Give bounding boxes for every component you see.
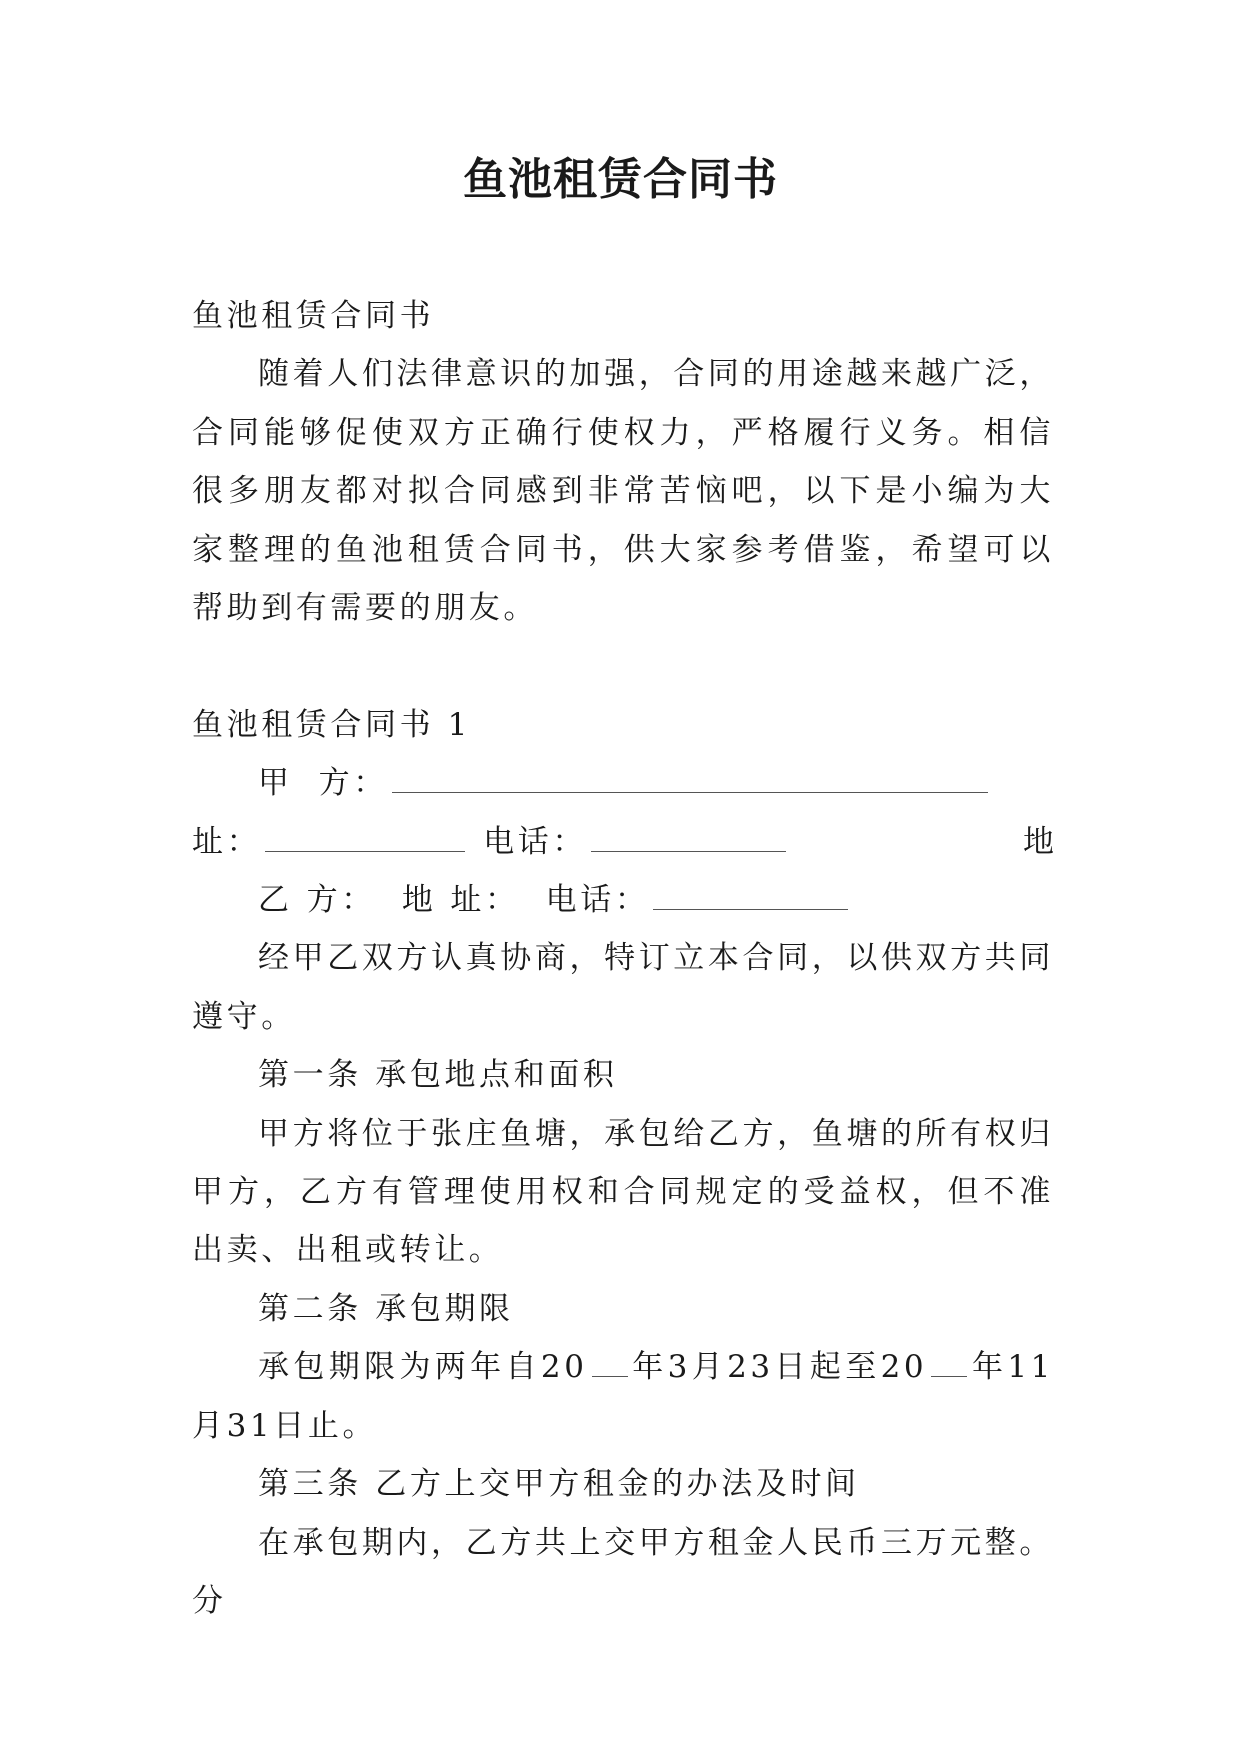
document-heading: 鱼池租赁合同书 <box>192 298 435 334</box>
party-a-address-line <box>192 813 1054 871</box>
party-a-label-jia: 甲 <box>258 765 293 802</box>
article-2-title: 第二条 承包期限 <box>258 1290 514 1327</box>
document-title: 鱼池租赁合同书 <box>463 154 778 205</box>
party-b-label-yi: 乙 <box>258 882 293 919</box>
party-b-phone-label: 电话： <box>545 882 650 919</box>
intro-paragraph: 随着人们法律意识的加强，合同的用途越来越广泛，合同能够促使双方正确行使权力，严格履行义务。相信很多朋友都对拟合同感到非常苦恼吧，以下是小编为大家整理的鱼池租赁合同书，供大家参考借鉴，希望可以帮助到有需要的朋友。 <box>192 356 1054 627</box>
article-2-body-part3: 年11月31日止。 <box>192 1349 1054 1444</box>
end-year-blank <box>931 1375 967 1377</box>
party-b-label-fang: 方： <box>306 882 376 919</box>
article-2-body-part2: 年3月23日起至20 <box>631 1349 928 1386</box>
section-title: 鱼池租赁合同书 1 <box>192 706 471 743</box>
preamble-paragraph: 经甲乙双方认真协商，特订立本合同，以供双方共同遵守。 <box>192 940 1054 1035</box>
party-b-phone-blank <box>653 908 848 910</box>
party-a-name-blank <box>392 791 988 793</box>
start-year-blank <box>592 1375 628 1377</box>
party-a-phone-blank <box>591 850 786 852</box>
party-b-address-di: 地 <box>401 882 437 919</box>
party-a-address-label-tail: 址： <box>192 823 262 860</box>
article-1-body: 甲方将位于张庄鱼塘，承包给乙方，鱼塘的所有权归甲方，乙方有管理使用权和合同规定的受益权，但不准出卖、出租或转让。 <box>192 1115 1054 1269</box>
article-2-body <box>192 1338 1054 1455</box>
article-3-title: 第三条 乙方上交甲方租金的办法及时间 <box>258 1466 860 1503</box>
article-3-body: 在承包期内，乙方共上交甲方租金人民币三万元整。分 <box>192 1524 1054 1619</box>
party-a-phone-label: 电话： <box>483 823 588 860</box>
party-b-line <box>192 871 1054 929</box>
document-body <box>192 287 1054 1630</box>
article-1-title: 第一条 承包地点和面积 <box>258 1057 618 1094</box>
article-2-body-part1: 承包期限为两年自20 <box>258 1349 588 1386</box>
party-a-address-blank <box>265 850 465 852</box>
party-b-address-zhi: 址： <box>450 882 520 919</box>
party-a-label-fang: 方： <box>318 765 388 802</box>
party-a-address-label-head: 地 <box>1023 823 1054 860</box>
paragraph-gap <box>192 637 1054 695</box>
